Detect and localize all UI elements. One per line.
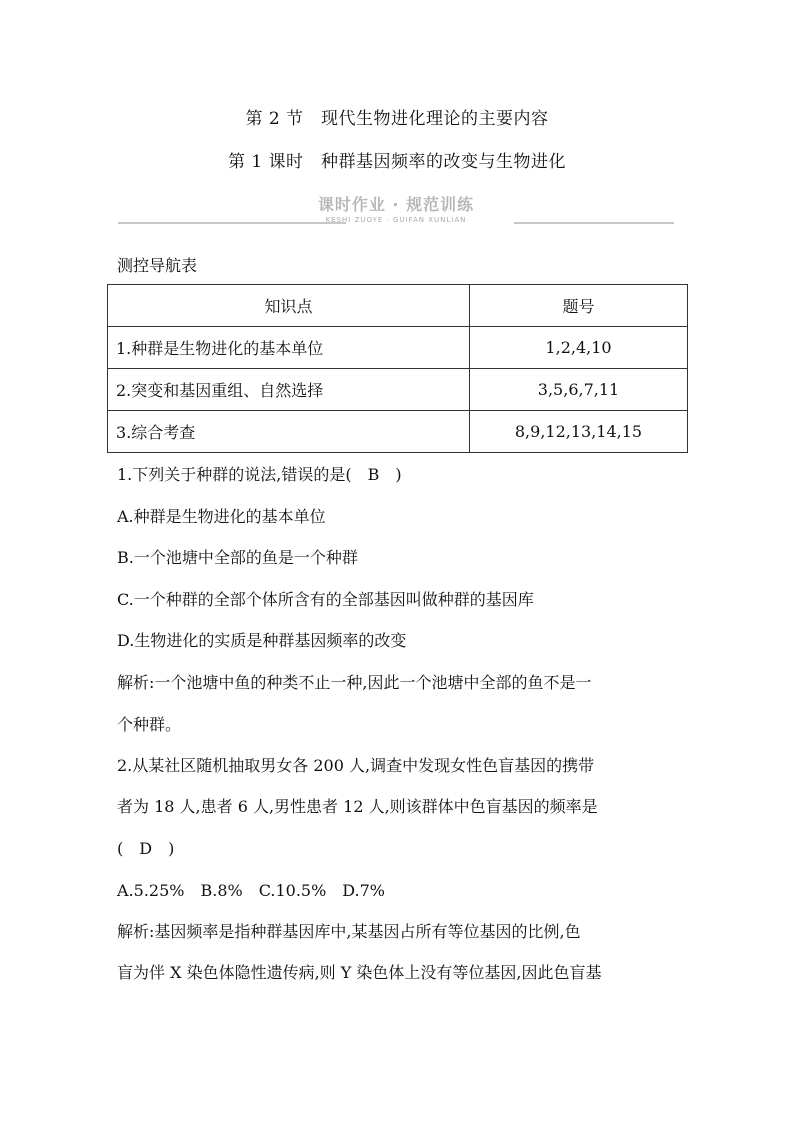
table-row — [108, 327, 688, 369]
question-numbers-cell: 8,9,12,13,14,15 — [470, 411, 688, 453]
banner-subtitle: KESHI ZUOYE · GUIFAN XUNLIAN — [325, 216, 467, 224]
q2-stem-line: 2.从某社区随机抽取男女各 200 人,调查中发现女性色盲基因的携带 — [117, 756, 595, 775]
knowledge-point-cell: 3.综合考查 — [108, 411, 470, 453]
lesson-title: 第 1 课时 种群基因频率的改变与生物进化 — [227, 152, 567, 172]
question-numbers-cell: 3,5,6,7,11 — [470, 369, 688, 411]
header-knowledge-point: 知识点 — [108, 285, 470, 327]
q1-analysis-line: 个种群。 — [117, 715, 182, 734]
q1-option-b: B.一个池塘中全部的鱼是一个种群 — [117, 548, 358, 567]
navigation-table — [107, 284, 688, 453]
banner-title: 课时作业 · 规范训练 — [317, 195, 475, 214]
q1-option-d: D.生物进化的实质是种群基因频率的改变 — [117, 631, 407, 650]
q1-analysis-line: 解析:一个池塘中鱼的种类不止一种,因此一个池塘中全部的鱼不是一 — [117, 673, 592, 692]
q2-analysis-line: 解析:基因频率是指种群基因库中,某基因占所有等位基因的比例,色 — [117, 922, 581, 941]
knowledge-point-cell: 1.种群是生物进化的基本单位 — [108, 327, 470, 369]
q1-stem: 1.下列关于种群的说法,错误的是( B ) — [117, 465, 402, 484]
table-row — [108, 411, 688, 453]
question-numbers-cell: 1,2,4,10 — [470, 327, 688, 369]
section-title: 第 2 节 现代生物进化理论的主要内容 — [245, 109, 549, 129]
q1-option-c: C.一个种群的全部个体所含有的全部基因叫做种群的基因库 — [117, 590, 534, 609]
q2-stem-line: 者为 18 人,患者 6 人,男性患者 12 人,则该群体中色盲基因的频率是 — [117, 797, 598, 816]
q2-analysis-line: 盲为伴 X 染色体隐性遗传病,则 Y 染色体上没有等位基因,因此色盲基 — [117, 963, 602, 982]
knowledge-point-cell: 2.突变和基因重组、自然选择 — [108, 369, 470, 411]
q1-option-a: A.种群是生物进化的基本单位 — [117, 507, 326, 526]
q2-stem-line: ( D ) — [117, 839, 175, 858]
header-question-numbers: 题号 — [470, 285, 688, 327]
exercise-banner — [118, 190, 674, 230]
table-row — [108, 369, 688, 411]
nav-table-caption: 测控导航表 — [117, 256, 198, 275]
table-header-row — [108, 285, 688, 327]
q2-options: A.5.25% B.8% C.10.5% D.7% — [117, 881, 386, 900]
